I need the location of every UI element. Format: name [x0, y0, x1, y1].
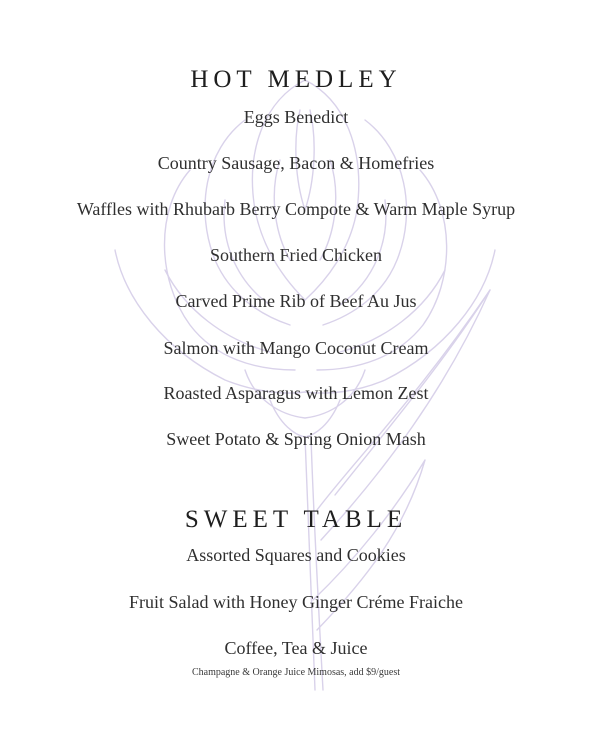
mimosa-addon-note: Champagne & Orange Juice Mimosas, add $9/guest: [191, 667, 400, 678]
menu-item: Carved Prime Rib of Beef Au Jus: [175, 291, 417, 311]
menu-item: Eggs Benedict: [243, 107, 349, 127]
menu-item: Sweet Potato & Spring Onion Mash: [166, 429, 426, 449]
menu-item: Assorted Squares and Cookies: [186, 545, 406, 565]
menu-item: Roasted Asparagus with Lemon Zest: [163, 383, 429, 403]
menu-item: Southern Fried Chicken: [210, 245, 382, 265]
menu-item: Fruit Salad with Honey Ginger Créme Fraiche: [129, 592, 463, 612]
section-title-hot-medley: HOT MEDLEY: [190, 66, 402, 93]
menu-item: Waffles with Rhubarb Berry Compote & Warm Maple Syrup: [76, 199, 516, 219]
menu-item: Salmon with Mango Coconut Cream: [163, 338, 429, 358]
section-title-sweet-table: SWEET TABLE: [184, 506, 408, 533]
menu-item: Coffee, Tea & Juice: [224, 638, 368, 658]
menu-item: Country Sausage, Bacon & Homefries: [157, 153, 435, 173]
